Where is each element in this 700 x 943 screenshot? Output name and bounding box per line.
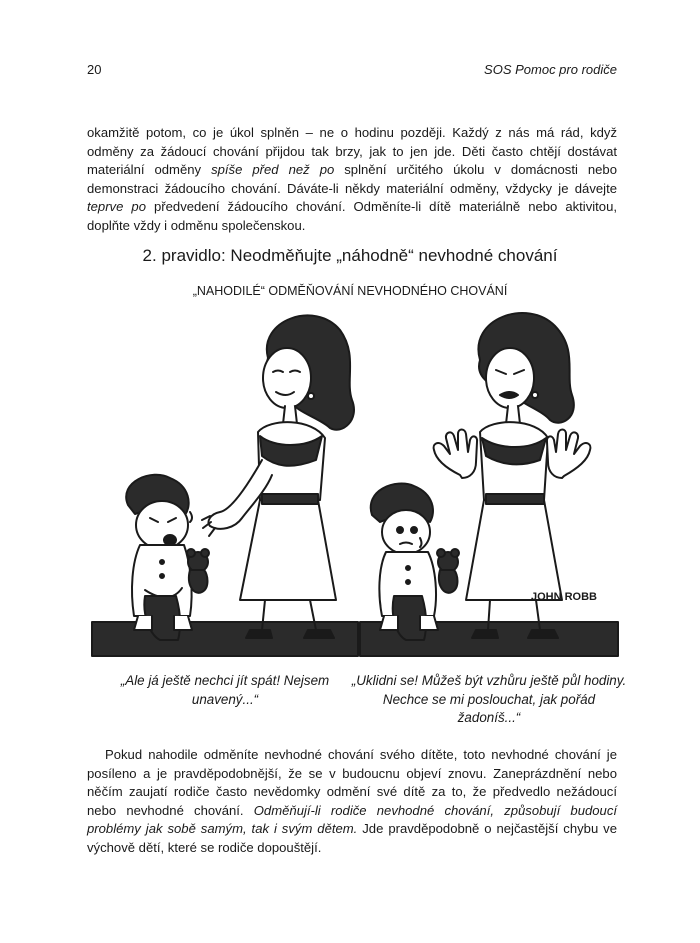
rule-heading: 2. pravidlo: Neodměňujte „náhodně“ nevhodné chování (142, 246, 558, 265)
cartoon-right-svg (350, 300, 620, 660)
cartoon-left-svg (90, 300, 360, 660)
paragraph-conclusion (87, 746, 617, 858)
page-number: 20 (87, 62, 102, 77)
text-run: Jde pravděpodobně o nejčastější chybu ve výchově dětí, které se rodiče dopouštějí. (87, 821, 617, 855)
text-run: splnění určitého úkolu v domácnosti nebo demonstraci žádoucího chování. Dáváte-li někdy materiální odměny, vždycky je dávejte (87, 162, 617, 196)
running-title: SOS Pomoc pro rodiče (484, 62, 617, 77)
emphasis-key-point: Odměňují-li rodiče nevhodné chování, způsobují budoucí problémy jak sobě samým, tak i svým dětem. (87, 802, 618, 837)
text-run: Pokud nahodile odměníte nevhodné chování svého dítěte, toto nevhodné chování je posíleno a je pravděpodobnější, že se v budoucnu objeví znovu. Zaneprázdnění nebo něčím zaujatí rodiče často nevědomky odmění své dítě za to, že předvedlo nežádoucí nebo nevhodné chování. (87, 747, 617, 818)
illustration-calm-mother (90, 300, 360, 660)
paragraph-intro (87, 124, 617, 236)
text-run: předvedení žádoucího chování. Odměníte-li dítě materiálně nebo aktivitou, doplňte vždy i odměnu společenskou. (87, 199, 618, 233)
emphasis-before-after: spíše před než po (211, 162, 335, 178)
illustration-angry-mother (350, 300, 620, 660)
cartoon-title: „NAHODILÉ“ ODMĚŇOVÁNÍ NEVHODNÉHO CHOVÁNÍ (192, 284, 508, 298)
caption-left: „Ale já ještě nechci jít spát! Nejsem unavený...“ (120, 673, 330, 707)
text-run: okamžitě potom, co je úkol splněn – ne o hodinu později. Každý z nás má rád, když odměny za žádoucí chování přijdou tak brzy, jak to jen jde. Děti často chtějí dostávat materiální odměny (87, 125, 617, 178)
caption-right: „Uklidni se! Můžeš být vzhůru ještě půl hodiny. Nechce se mi poslouchat, jak pořád žadoníš...“ (351, 673, 627, 725)
artist-signature: JOHN ROBB (530, 591, 598, 603)
emphasis-only-after: teprve po (87, 199, 146, 215)
page-header (87, 62, 617, 82)
